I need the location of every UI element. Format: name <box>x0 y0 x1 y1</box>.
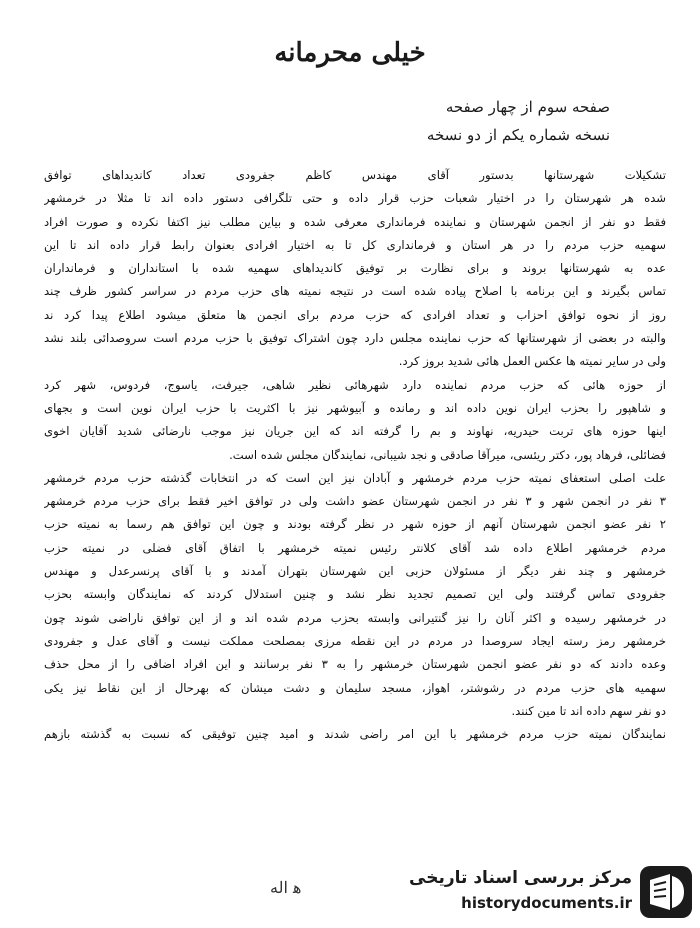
body-line: دو نفر سهم داده اند تا مین کنند. <box>511 703 666 718</box>
body-line: سهمیه حزب مردم را در هر استان و فرمانداری کل تا به اختیار افرادی بعنوان رابط قرار داده اند تا این <box>44 237 666 252</box>
body-line: خرمشهر رمز رسته ایجاد سروصدا در مردم در این نقطه مرزی بمصلحت مملکت نیست و آقای عدل و جفرودی <box>44 633 666 648</box>
body-line: اینها حوزه های تربت حیدریه، نهاوند و بم را گرفته اند که این جریان نیز موجب نارضائی شدید آقایان اخوی <box>44 424 666 439</box>
body-line: نمایندگان نمیته حزب مردم خرمشهر با این امر راضی شدند و امید چنین توفیقی که نسبت به گذشته بازهم <box>44 727 666 742</box>
body-line: فقط دو نفر از انجمن شهرستان و نماینده فرمانداری معرفی شده و بیاین مطلب نیز اکتفا نکرده و صورت افراد <box>44 214 666 229</box>
watermark <box>409 862 694 922</box>
body-line: از حوزه هائی که حزب مردم نماینده دارد شهرهائی نظیر شاهی، جیرفت، یاسوج، فردوس، شهر کرد <box>44 377 666 392</box>
watermark-title: مرکز بررسی اسناد تاریخی <box>409 868 632 888</box>
document-body <box>44 164 666 746</box>
body-line: عده به شهرستانها بروند و برای نظارت بر توفیق کاندیداهای سهمیه شده با استانداران و فرمانداران <box>44 261 666 276</box>
body-line: فضائلی، فرهاد پور، دکتر ریئسی، میرآقا صادقی و نجد شیبانی، نمایندگان مجلس شده است. <box>229 447 666 462</box>
watermark-url: historydocuments.ir <box>461 894 632 912</box>
body-line: ۲ نفر عضو انجمن شهرستان آنهم از حوزه شهر در نظر گرفته بودند و چون این توافق هم رسما به نمیته حزب <box>44 517 666 532</box>
archive-logo-icon <box>640 866 692 918</box>
body-line: مردم خرمشهر اطلاع داده شد آقای کلانتر رئیس نمیته خرمشهر با اتفاق آقای فضلی در نمیته حزب <box>44 540 666 555</box>
body-line: خرمشهر و چند نفر دیگر از مسئولان حزبی این شهرستان بتهران آمدند و با آقای پرنسرعدل و مهندس <box>44 564 666 579</box>
body-line: والبته در بعضی از شهرستانها که حزب نماینده مجلس دارد چون اشتراک توفیق با حزب مردم است سروصدائی بلند نشد <box>44 331 666 346</box>
body-line: وعده دادند که دو نفر عضو انجمن شهرستان خرمشهر را به ۳ نفر برسانند و این افراد اضافی را از محل حذف <box>44 657 666 672</box>
body-line: و شاهپور را بحزب ایران نوین داده اند و رمانده و آبیوشهر نیز با اکثریت با حزب ایران نوین است و بجهای <box>44 400 666 415</box>
copy-info: نسخه شماره یکم از دو نسخه <box>426 126 610 144</box>
body-line: تماس بگیرند و این برنامه با اصلاح پیاده شده است در نتیجه نمیته های حزب مردم در سراسر کشور ظرف چند <box>44 284 666 299</box>
body-line: علت اصلی استعفای نمیته حزب مردم خرمشهر و آبادان نیز این است که در انتخابات گذشته حزب مردم خرمشهر <box>44 470 666 485</box>
body-line: در خرمشهر رسیده و اکثر آنان را نیز گنتیرانی وابسته بحزب مردم شده اند و از این توافق ناراضی شوند چون <box>44 610 666 625</box>
page-info: صفحه سوم از چهار صفحه <box>445 98 610 116</box>
body-line: تشکیلات شهرستانها بدستور آقای مهندس کاظم جفرودی تعداد کاندیداهای توافق <box>44 168 666 182</box>
handwritten-signature: ﻫ ﺍﻟﻪ <box>270 878 302 897</box>
body-line: ولی در سایر نمیته ها عکس العمل هائی شدید بروز کرد. <box>398 354 666 369</box>
body-line: شده هر شهرستان را در اختیار شعبات حزب قرار داده و حتی تلگرافی دستور داده اند تا مثلا در خرمشهر <box>44 191 666 206</box>
body-line: ۳ نفر در انجمن شهر و ۳ نفر در انجمن شهرستان عضو داشت ولی در توافق اخیر فقط برای حزب مردم خرمشهر <box>44 494 666 509</box>
body-line: روز از نحوه توافق احزاب و تعداد افرادی که حزب مردم برای انجمن ها متعلق میشود اطلاع پیدا کرد ند <box>44 307 666 322</box>
document-title: خیلی محرمانه <box>274 38 426 68</box>
body-line: سهمیه های حزب مردم در رشوشتر، اهواز، مسجد سلیمان و دشت میشان که بهرحال از این نقاط نیز یکی <box>44 680 666 695</box>
body-line: جفرودی تماس گرفتند ولی این تصمیم تجدید نظر نشد و چنین استدلال کردند که نمایندگان وابسته بحزب <box>44 587 666 602</box>
